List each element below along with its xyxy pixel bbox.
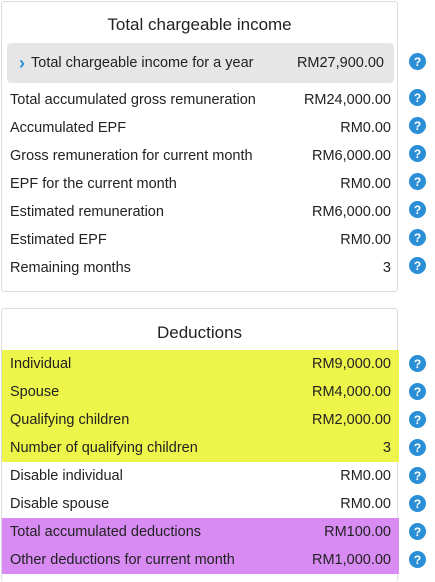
- help-icon[interactable]: ?: [409, 53, 426, 70]
- help-icon[interactable]: ?: [409, 355, 426, 372]
- income-row-epf-current-month: [2, 170, 399, 198]
- row-value: RM24,000.00: [303, 92, 391, 108]
- row-value: RM100.00: [324, 524, 391, 540]
- row-label: Individual: [10, 356, 72, 372]
- deductions-row-disable-individual: [2, 462, 399, 490]
- deductions-card-title: Deductions: [156, 323, 243, 342]
- deductions-row-individual: [2, 350, 399, 378]
- row-label: Other deductions for current month: [10, 552, 235, 568]
- row-value: RM9,000.00: [312, 356, 391, 372]
- income-card-title: Total chargeable income: [107, 15, 292, 34]
- deductions-card: [1, 308, 398, 582]
- summary-row[interactable]: [7, 43, 394, 83]
- row-label: EPF for the current month: [10, 176, 177, 192]
- income-row-total-accumulated-gross: [2, 86, 399, 114]
- row-label: Total accumulated gross remuneration: [10, 92, 256, 108]
- income-row-gross-current-month: [2, 142, 399, 170]
- deductions-row-number-qualifying-children: [2, 434, 399, 462]
- row-label: Disable spouse: [10, 496, 110, 512]
- row-label: Estimated EPF: [10, 232, 107, 248]
- row-value: RM2,000.00: [312, 412, 391, 428]
- row-label: Number of qualifying children: [10, 440, 198, 456]
- help-icon[interactable]: ?: [409, 89, 426, 106]
- help-icon[interactable]: ?: [409, 467, 426, 484]
- income-row-estimated-remuneration: [2, 198, 399, 226]
- row-value: RM4,000.00: [312, 384, 391, 400]
- row-label: Gross remuneration for current month: [10, 148, 253, 164]
- chevron-right-icon: ›: [19, 53, 25, 73]
- row-value: RM6,000.00: [312, 204, 391, 220]
- row-label: Qualifying children: [10, 412, 130, 428]
- help-icon[interactable]: ?: [409, 117, 426, 134]
- row-value: RM1,000.00: [312, 552, 391, 568]
- row-value: RM0.00: [340, 468, 391, 484]
- help-icon[interactable]: ?: [409, 383, 426, 400]
- deductions-row-qualifying-children: [2, 406, 399, 434]
- help-icon[interactable]: ?: [409, 551, 426, 568]
- row-value: RM0.00: [340, 232, 391, 248]
- income-row-estimated-epf: [2, 226, 399, 254]
- help-icon[interactable]: ?: [409, 523, 426, 540]
- income-card: [1, 1, 398, 292]
- row-value: 3: [382, 260, 391, 276]
- row-label: Estimated remuneration: [10, 204, 164, 220]
- deductions-row-total-accumulated: [2, 518, 399, 546]
- deductions-row-disable-spouse: [2, 490, 399, 518]
- summary-value: RM27,900.00: [296, 55, 384, 71]
- row-value: RM0.00: [340, 120, 391, 136]
- help-icon[interactable]: ?: [409, 495, 426, 512]
- income-row-accumulated-epf: [2, 114, 399, 142]
- deductions-row-other-current-month: [2, 546, 399, 574]
- help-icon[interactable]: ?: [409, 229, 426, 246]
- row-label: Spouse: [10, 384, 60, 400]
- help-icon[interactable]: ?: [409, 201, 426, 218]
- row-label: Disable individual: [10, 468, 123, 484]
- help-icon[interactable]: ?: [409, 439, 426, 456]
- row-label: Accumulated EPF: [10, 120, 127, 136]
- help-icon[interactable]: ?: [409, 411, 426, 428]
- income-row-remaining-months: [2, 254, 399, 282]
- row-value: 3: [382, 440, 391, 456]
- help-icon[interactable]: ?: [409, 173, 426, 190]
- row-value: RM0.00: [340, 496, 391, 512]
- help-icon[interactable]: ?: [409, 145, 426, 162]
- summary-label: Total chargeable income for a year: [31, 55, 254, 71]
- row-label: Remaining months: [10, 260, 131, 276]
- summary-label-wrap: [19, 54, 253, 72]
- row-label: Total accumulated deductions: [10, 524, 202, 540]
- help-icon[interactable]: ?: [409, 257, 426, 274]
- row-value: RM6,000.00: [312, 148, 391, 164]
- row-value: RM0.00: [340, 176, 391, 192]
- deductions-row-spouse: [2, 378, 399, 406]
